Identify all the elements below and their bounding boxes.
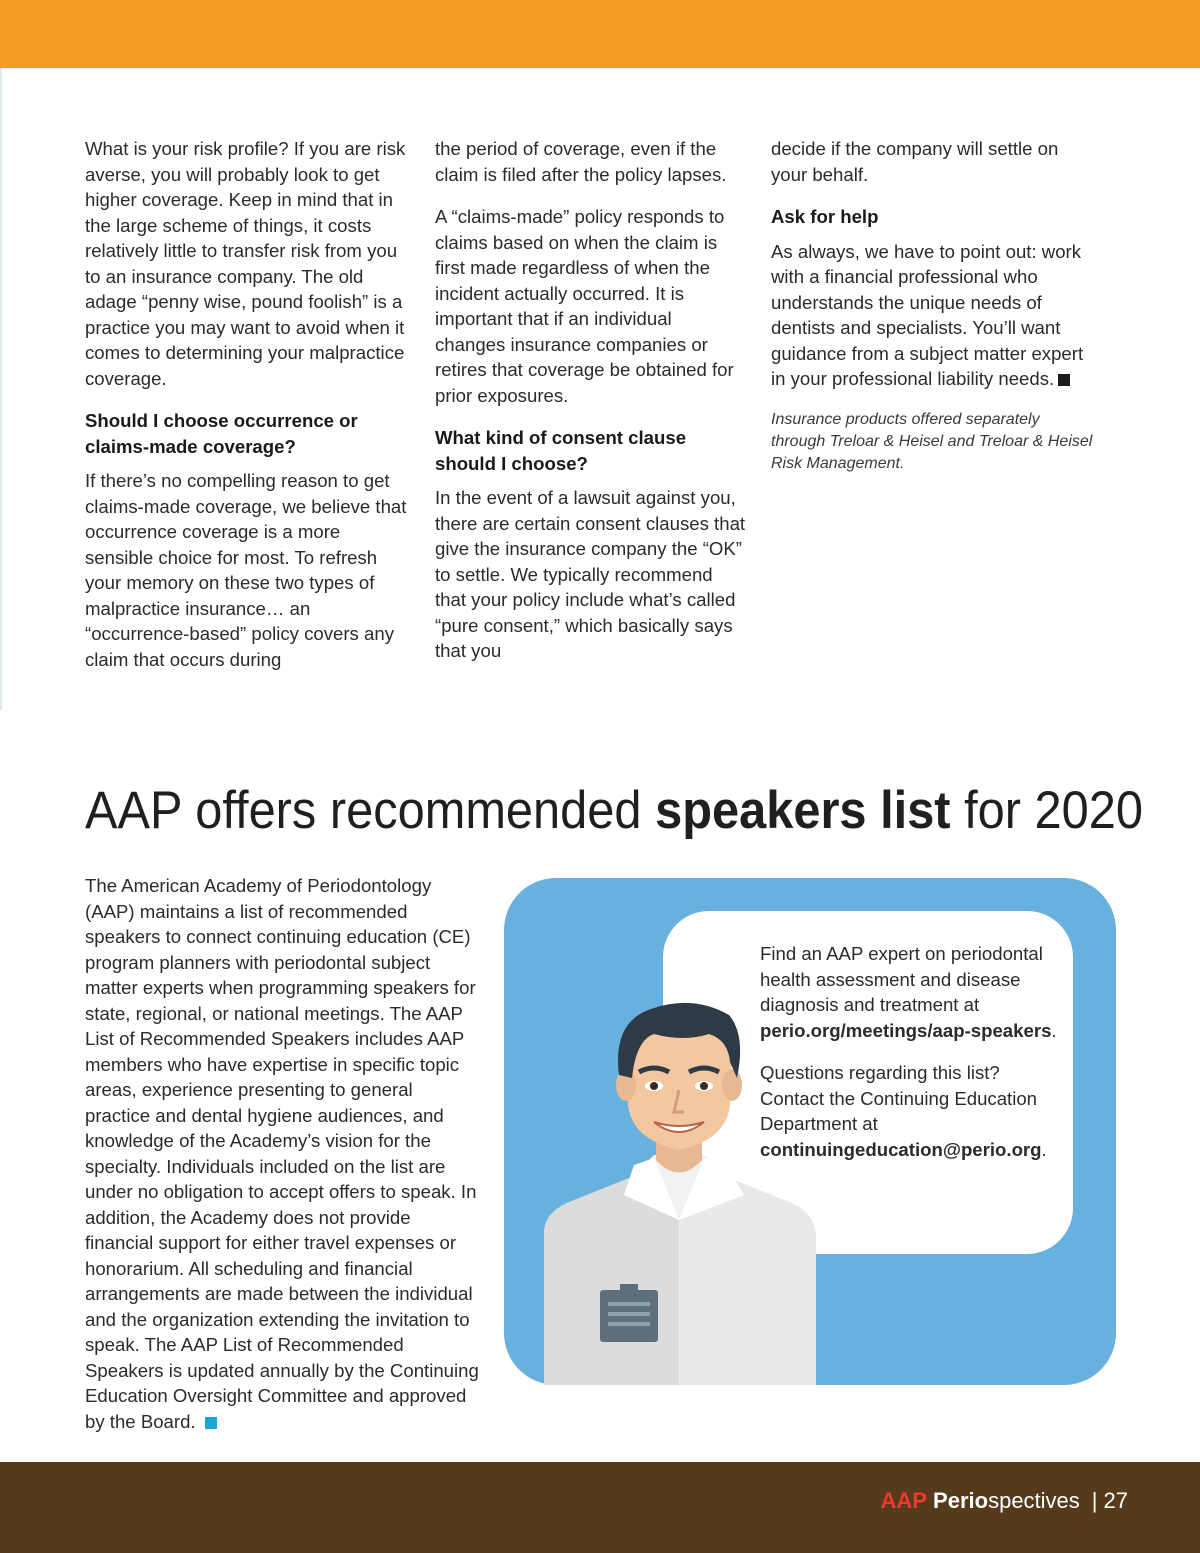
headline-part: for 2020 <box>950 781 1144 840</box>
callout-paragraph <box>760 941 1060 1043</box>
paragraph <box>771 239 1093 392</box>
footer-brand <box>880 1488 1128 1514</box>
punctuation: . <box>1041 1138 1047 1160</box>
badge-line <box>608 1302 650 1306</box>
badge-line <box>608 1322 650 1326</box>
paragraph: In the event of a lawsuit against you, there are certain consent clauses that give the insurance company the “OK” to settle. We typically recommend that your policy include what’s called “pure consent,” which basically says that you <box>435 487 746 661</box>
callout-paragraph <box>760 1060 1060 1162</box>
punctuation: . <box>1051 1019 1057 1041</box>
headline-bold: speakers list <box>655 781 951 840</box>
badge-clip <box>620 1284 638 1294</box>
article-column-2 <box>435 136 747 681</box>
callout-text <box>760 941 1060 1179</box>
brand-perio: Perio <box>933 1488 989 1513</box>
paragraph: If there’s no compelling reason to get claims-made coverage, we believe that occurrence coverage is a more sensible choice for most. To refresh your memory on these two types of malpractice insurance… an “occurrence-based” policy covers any claim that occurs during <box>85 470 407 670</box>
callout-text-part: Questions regarding this list? Contact the Continuing Education Department at <box>760 1062 1038 1134</box>
pupil-left <box>650 1082 658 1090</box>
paragraph: the period of coverage, even if the claim is filed after the policy lapses. <box>435 138 727 185</box>
article-body <box>85 873 480 1434</box>
badge-line <box>608 1312 650 1316</box>
article-column-3 <box>771 136 1093 492</box>
paragraph: What is your risk profile? If you are risk averse, you will probably look to get higher coverage. Keep in mind that in the large scheme of things, it costs relatively little to transfer risk from you to an insurance company. The old adage “penny wise, pound foolish” is a practice you may want to avoid when it comes to determining your malpractice coverage. <box>85 138 406 389</box>
section-heading: Should I choose occurrence or claims-made coverage? <box>85 410 358 457</box>
top-color-band <box>0 0 1200 68</box>
section-heading: Ask for help <box>771 206 879 227</box>
callout-text-part: Find an AAP expert on periodontal health assessment and disease diagnosis and treatment at <box>760 943 1043 1015</box>
page-separator: | <box>1091 1488 1098 1513</box>
end-mark-icon <box>1058 374 1070 386</box>
headline-part: AAP offers recommended <box>85 781 656 840</box>
speakers-link[interactable]: perio.org/meetings/aap-speakers <box>760 1019 1052 1041</box>
paragraph-text: As always, we have to point out: work with a financial professional who understands the unique needs of dentists and specialists. You’ll want guidance from a subject matter expert in your professional liability needs. <box>771 240 1084 389</box>
section-heading: What kind of consent clause should I choose? <box>435 427 687 474</box>
article-body-text: The American Academy of Periodontology (AAP) maintains a list of recommended speakers to connect continuing education (CE) program planners with periodontal subject matter experts when programming speakers for state, regional, or national meetings. The AAP List of Recommended Speakers includes AAP members who have expertise in specific topic areas, experience presenting to general practice and dental hygiene audiences, and knowledge of the Academy’s vision for the specialty. Individuals included on the list are under no obligation to accept offers to speak. In addition, the Academy does not provide financial support for either travel expenses or honorarium. All scheduling and financial arrangements are made between the individual and the organization extending the invitation to speak. The AAP List of Recommended Speakers is updated annually by the Continuing Education Oversight Committee and approved by the Board. <box>85 875 479 1432</box>
ear-right <box>722 1069 742 1101</box>
article-column-1 <box>85 136 410 689</box>
article-headline <box>85 775 1144 847</box>
paragraph: A “claims-made” policy responds to claims based on when the claim is first made regardless of when the incident actually occurred. It is important that if an individual changes insurance companies or retires that coverage be obtained for prior exposures. <box>435 206 734 406</box>
disclaimer-note: Insurance products offered separately through Treloar & Heisel and Treloar & Heisel Risk Management. <box>771 410 1093 472</box>
left-margin-rule <box>0 68 2 710</box>
page-number: 27 <box>1103 1488 1128 1513</box>
end-mark-icon <box>205 1417 217 1429</box>
brand-aap: AAP <box>880 1488 927 1513</box>
email-link[interactable]: continuingeducation@perio.org <box>760 1138 1042 1160</box>
paragraph: decide if the company will settle on your behalf. <box>771 138 1059 185</box>
pupil-right <box>700 1082 708 1090</box>
brand-rest: spectives <box>988 1488 1080 1513</box>
